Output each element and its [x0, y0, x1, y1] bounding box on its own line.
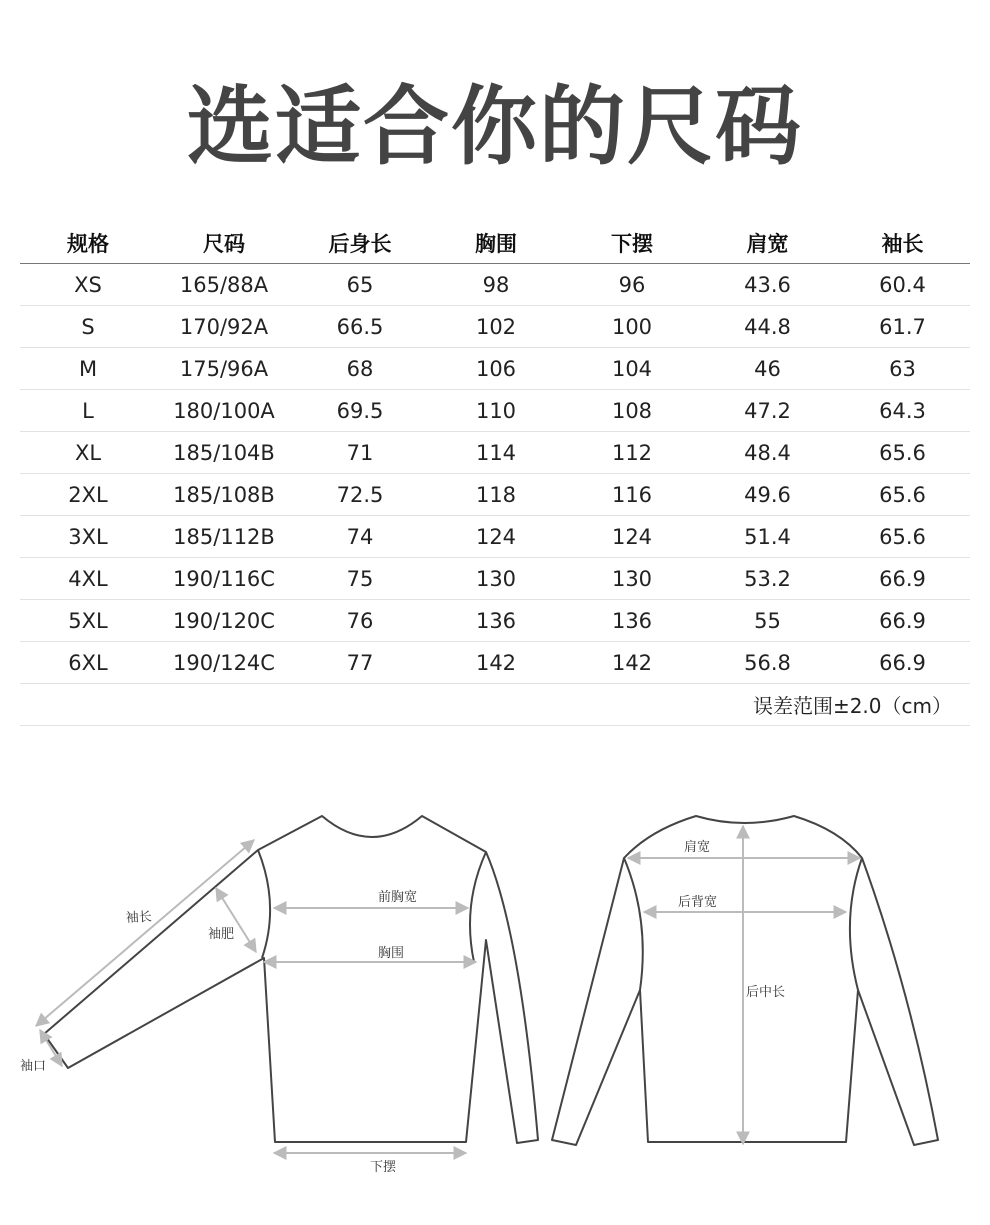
table-cell: 4XL — [20, 558, 156, 600]
shoulder-width-label: 肩宽 — [684, 840, 711, 855]
front-outline — [44, 816, 538, 1143]
table-cell: 66.9 — [835, 558, 970, 600]
table-header-row — [20, 222, 970, 264]
table-cell: 185/104B — [156, 432, 292, 474]
table-row — [20, 558, 970, 600]
table-cell: 47.2 — [700, 390, 835, 432]
table-row — [20, 516, 970, 558]
table-cell: 68 — [292, 348, 428, 390]
table-cell: 185/108B — [156, 474, 292, 516]
table-cell: 136 — [564, 600, 700, 642]
front-chest-label: 前胸宽 — [378, 890, 418, 905]
size-table — [20, 222, 970, 726]
table-row — [20, 264, 970, 306]
table-cell: 142 — [564, 642, 700, 684]
table-cell: 71 — [292, 432, 428, 474]
sleeve-length-label: 袖长 — [125, 909, 153, 926]
table-cell: 64.3 — [835, 390, 970, 432]
table-cell: 190/120C — [156, 600, 292, 642]
back-garment — [552, 816, 938, 1145]
table-cell: 118 — [428, 474, 564, 516]
table-cell: L — [20, 390, 156, 432]
table-cell: 51.4 — [700, 516, 835, 558]
table-cell: 142 — [428, 642, 564, 684]
table-cell: 124 — [428, 516, 564, 558]
table-cell: 190/116C — [156, 558, 292, 600]
table-cell: 69.5 — [292, 390, 428, 432]
table-cell: 102 — [428, 306, 564, 348]
cuff-label: 袖口 — [20, 1059, 47, 1074]
table-cell: 60.4 — [835, 264, 970, 306]
table-cell: 3XL — [20, 516, 156, 558]
table-row — [20, 432, 970, 474]
table-cell: 112 — [564, 432, 700, 474]
table-cell: 56.8 — [700, 642, 835, 684]
table-cell: 49.6 — [700, 474, 835, 516]
table-cell: 43.6 — [700, 264, 835, 306]
back-length-label: 后中长 — [746, 985, 786, 1000]
header-chest: 胸围 — [428, 222, 564, 264]
table-note-row — [20, 684, 970, 726]
table-cell: 66.9 — [835, 642, 970, 684]
table-cell: 53.2 — [700, 558, 835, 600]
table-cell: 55 — [700, 600, 835, 642]
back-outline — [552, 816, 938, 1145]
table-cell: 75 — [292, 558, 428, 600]
table-row — [20, 642, 970, 684]
table-cell: 108 — [564, 390, 700, 432]
table-cell: 66.5 — [292, 306, 428, 348]
table-row — [20, 348, 970, 390]
table-cell: 98 — [428, 264, 564, 306]
table-cell: 130 — [564, 558, 700, 600]
back-width-label: 后背宽 — [678, 895, 718, 910]
table-cell: 63 — [835, 348, 970, 390]
header-spec: 规格 — [20, 222, 156, 264]
table-cell: 100 — [564, 306, 700, 348]
table-cell: 74 — [292, 516, 428, 558]
table-cell: 6XL — [20, 642, 156, 684]
table-cell: 65.6 — [835, 516, 970, 558]
table-row — [20, 474, 970, 516]
table-cell: 185/112B — [156, 516, 292, 558]
table-cell: 5XL — [20, 600, 156, 642]
table-cell: 170/92A — [156, 306, 292, 348]
tolerance-note: 误差范围±2.0（cm） — [20, 684, 970, 726]
table-cell: 106 — [428, 348, 564, 390]
table-cell: 76 — [292, 600, 428, 642]
table-cell: 136 — [428, 600, 564, 642]
table-row — [20, 306, 970, 348]
table-cell: 77 — [292, 642, 428, 684]
table-cell: 46 — [700, 348, 835, 390]
table-cell: S — [20, 306, 156, 348]
table-cell: 180/100A — [156, 390, 292, 432]
garment-diagram — [0, 790, 990, 1210]
table-cell: 130 — [428, 558, 564, 600]
table-cell: 65 — [292, 264, 428, 306]
front-garment — [20, 816, 538, 1175]
table-cell: XL — [20, 432, 156, 474]
table-cell: 124 — [564, 516, 700, 558]
table-cell: 114 — [428, 432, 564, 474]
sleeve-width-label: 袖肥 — [208, 927, 235, 942]
table-cell: 72.5 — [292, 474, 428, 516]
table-cell: 165/88A — [156, 264, 292, 306]
table-cell: 190/124C — [156, 642, 292, 684]
table-cell: 66.9 — [835, 600, 970, 642]
hem-label: 下摆 — [370, 1160, 397, 1175]
table-row — [20, 390, 970, 432]
table-cell: 110 — [428, 390, 564, 432]
table-cell: 2XL — [20, 474, 156, 516]
header-size: 尺码 — [156, 222, 292, 264]
table-cell: 116 — [564, 474, 700, 516]
table-cell: 48.4 — [700, 432, 835, 474]
table-cell: 175/96A — [156, 348, 292, 390]
header-sleeve: 袖长 — [835, 222, 970, 264]
table-cell: 96 — [564, 264, 700, 306]
header-back-length: 后身长 — [292, 222, 428, 264]
chest-label: 胸围 — [378, 946, 405, 961]
header-hem: 下摆 — [564, 222, 700, 264]
table-row — [20, 600, 970, 642]
page-title: 选适合你的尺码 — [187, 77, 803, 177]
table-cell: 44.8 — [700, 306, 835, 348]
header-shoulder: 肩宽 — [700, 222, 835, 264]
table-cell: 104 — [564, 348, 700, 390]
table-cell: M — [20, 348, 156, 390]
table-cell: 61.7 — [835, 306, 970, 348]
table-cell: XS — [20, 264, 156, 306]
table-cell: 65.6 — [835, 474, 970, 516]
table-cell: 65.6 — [835, 432, 970, 474]
